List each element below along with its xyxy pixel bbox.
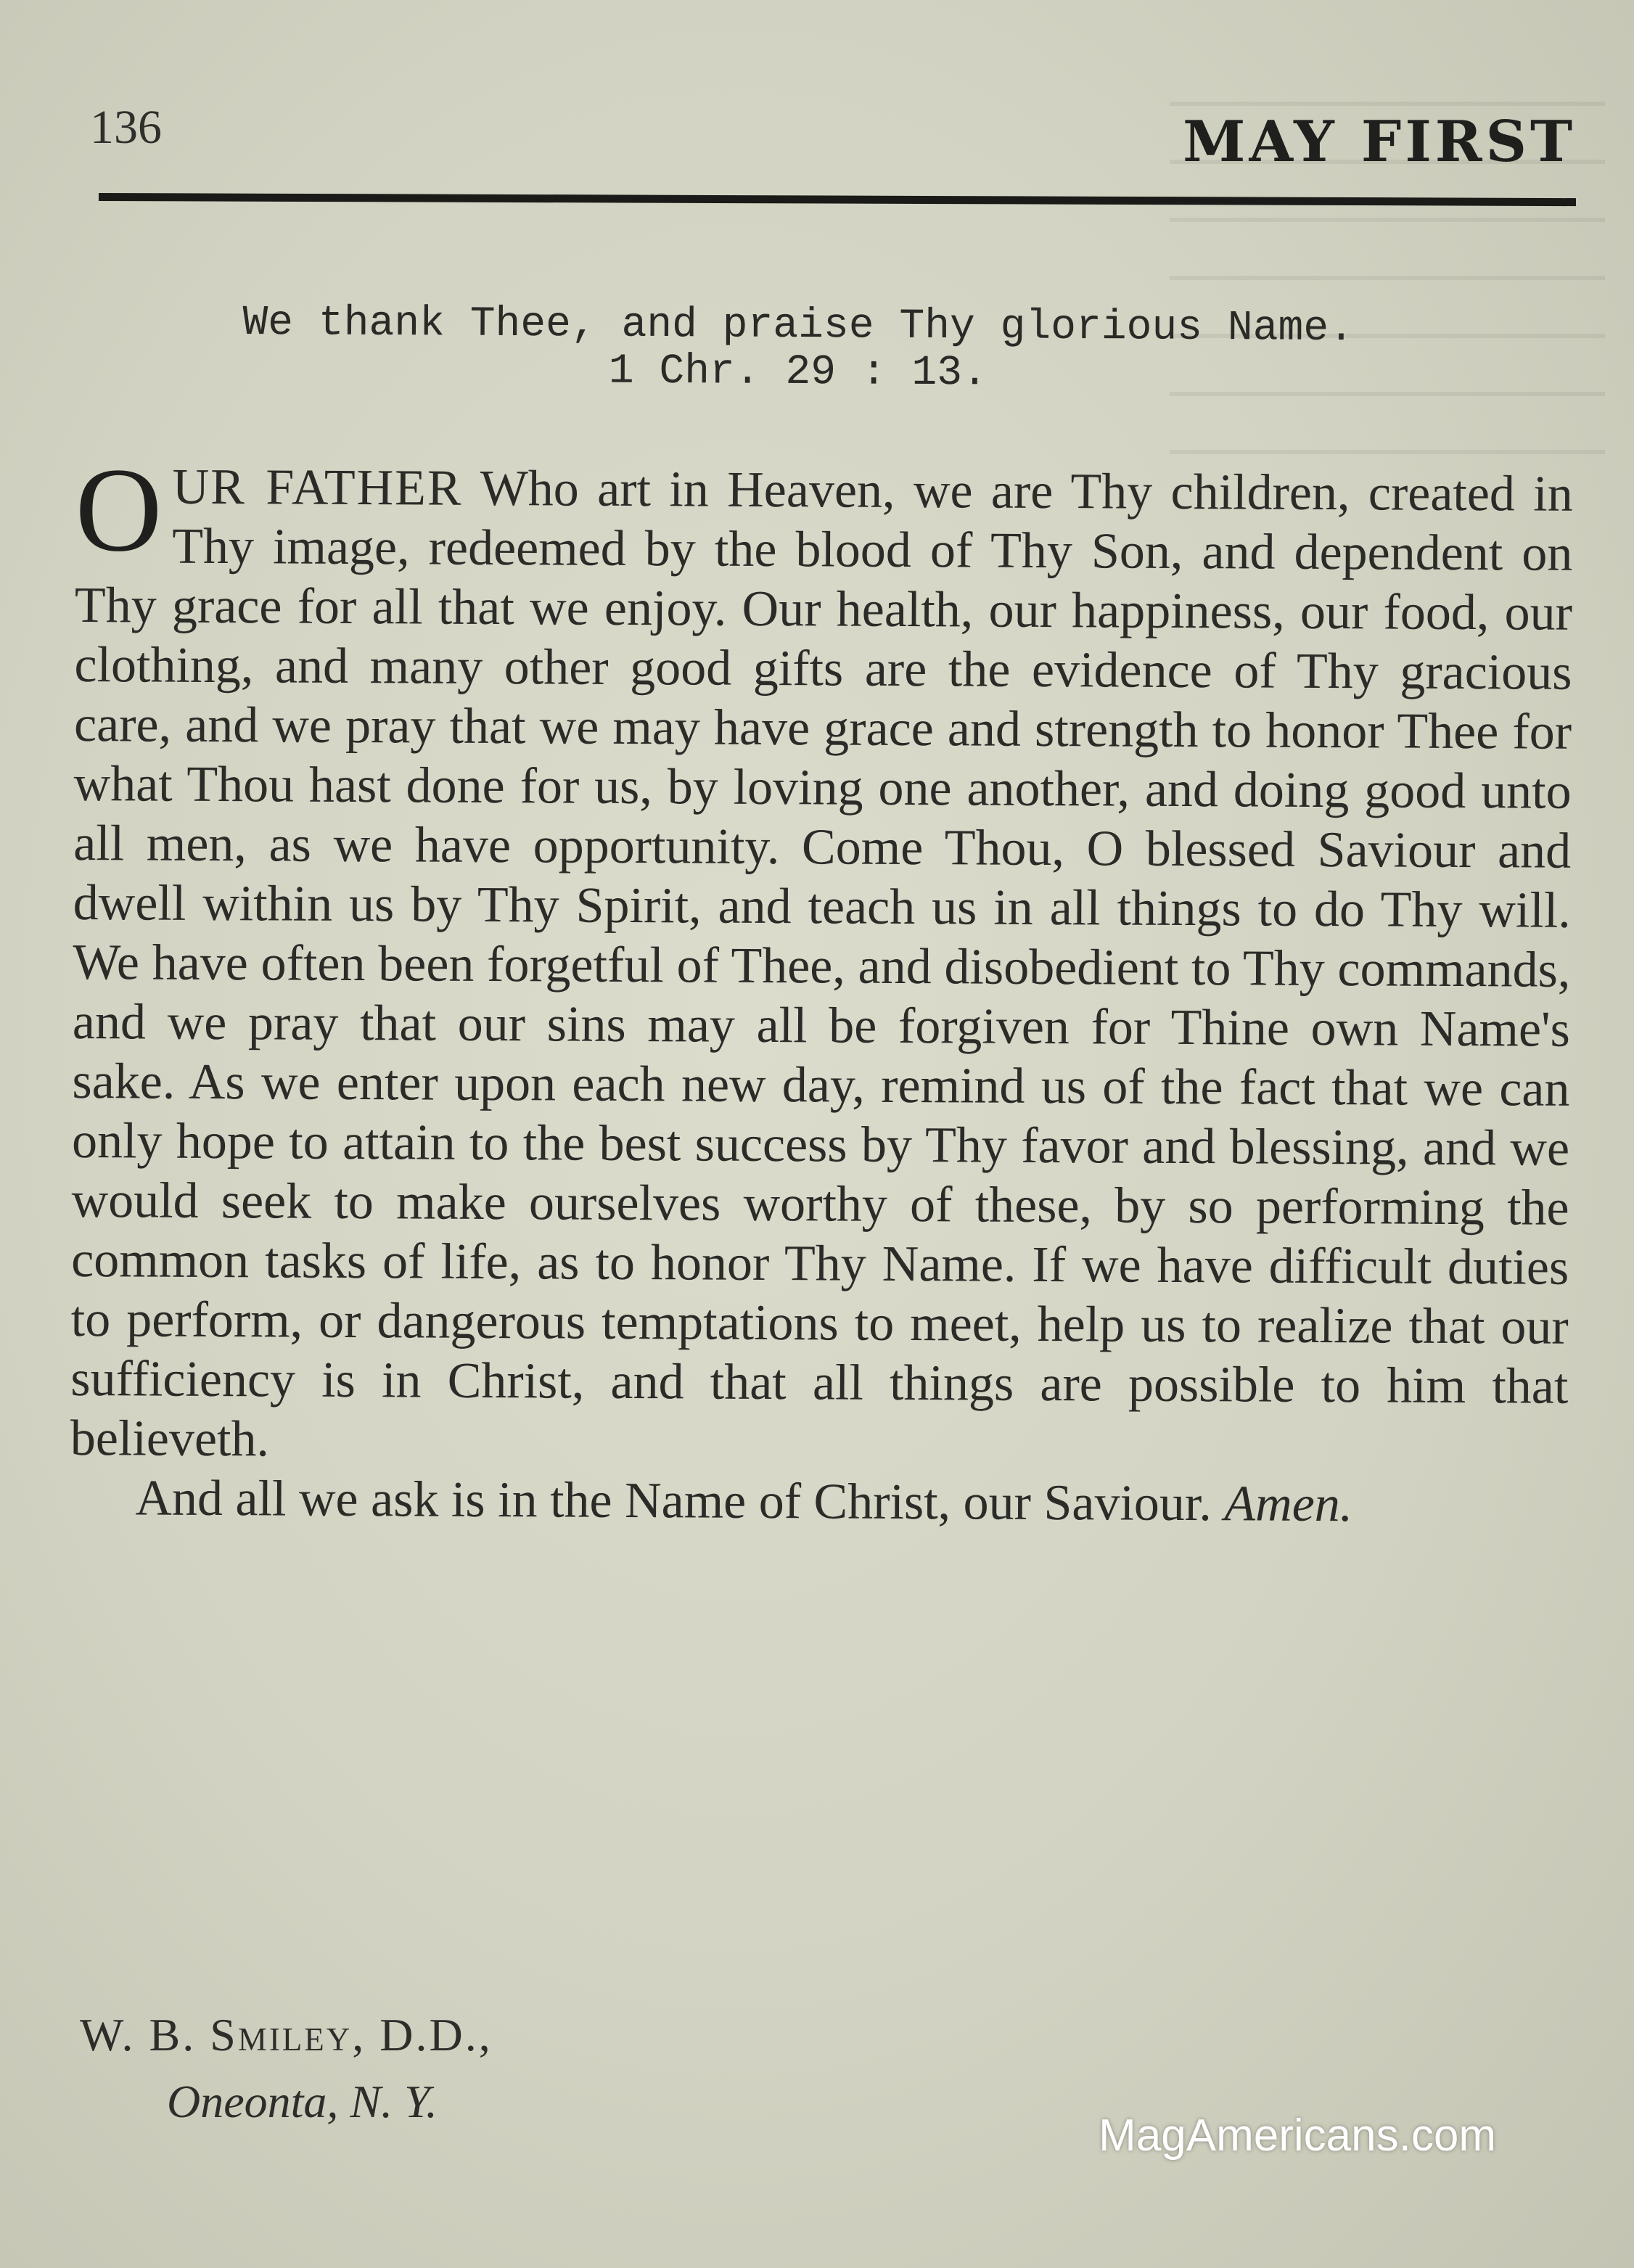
amen: Amen. xyxy=(1224,1476,1353,1533)
author-location: Oneonta, N. Y. xyxy=(167,2076,438,2127)
page-number: 136 xyxy=(90,101,162,154)
prayer-closing xyxy=(70,1468,1567,1536)
prayer-text xyxy=(70,443,1573,1536)
epigraph xyxy=(87,300,1510,400)
closing-text: And all we ask is in the Name of Christ, our Saviour. xyxy=(135,1470,1212,1532)
author-name: W. B. Smiley, D.D., xyxy=(80,2009,493,2060)
prayer-opening: UR FATHER xyxy=(172,459,463,517)
epigraph-text: We thank Thee, and praise Thy glorious Name. xyxy=(242,299,1355,353)
epigraph-reference: 1 Chr. 29 : 13. xyxy=(608,348,988,398)
watermark: MagAmericans.com xyxy=(1099,2111,1496,2161)
drop-cap: O xyxy=(75,443,163,577)
prayer-paragraph xyxy=(70,443,1573,1476)
page-title: MAY FIRST xyxy=(1183,109,1576,175)
prayer-body: Who art in Heaven, we are Thy children, created in Thy image, redeemed by the blood of Thy Son, and dependent on Thy grace for all that we enjoy. Our health, our happiness, our food, our clothing, and many other good gifts are the evidence of Thy gracious care, and we pray that we may have grace and strength to honor Thee for what Thou hast done for us, by loving one another, and doing good unto all men, as we have opportunity. Come Thou, O blessed Saviour and dwell within us by Thy Spirit, and teach us in all things to do Thy will. We have often been forgetful of Thee, and disobedient to Thy commands, and we pray that our sins may all be forgiven for Thine own Name's sake. As we enter upon each new day, remind us of the fact that we can only hope to attain to the best success by Thy favor and blessing, and we would seek to make ourselves worthy of these, by so performing the common tasks of life, as to honor Thy Name. If we have difficult duties to perform, or dangerous temptations to meet, help us to realize that our sufficiency is in Christ, and that all things are possible to him that believeth. xyxy=(70,460,1573,1468)
signature xyxy=(80,2006,493,2131)
